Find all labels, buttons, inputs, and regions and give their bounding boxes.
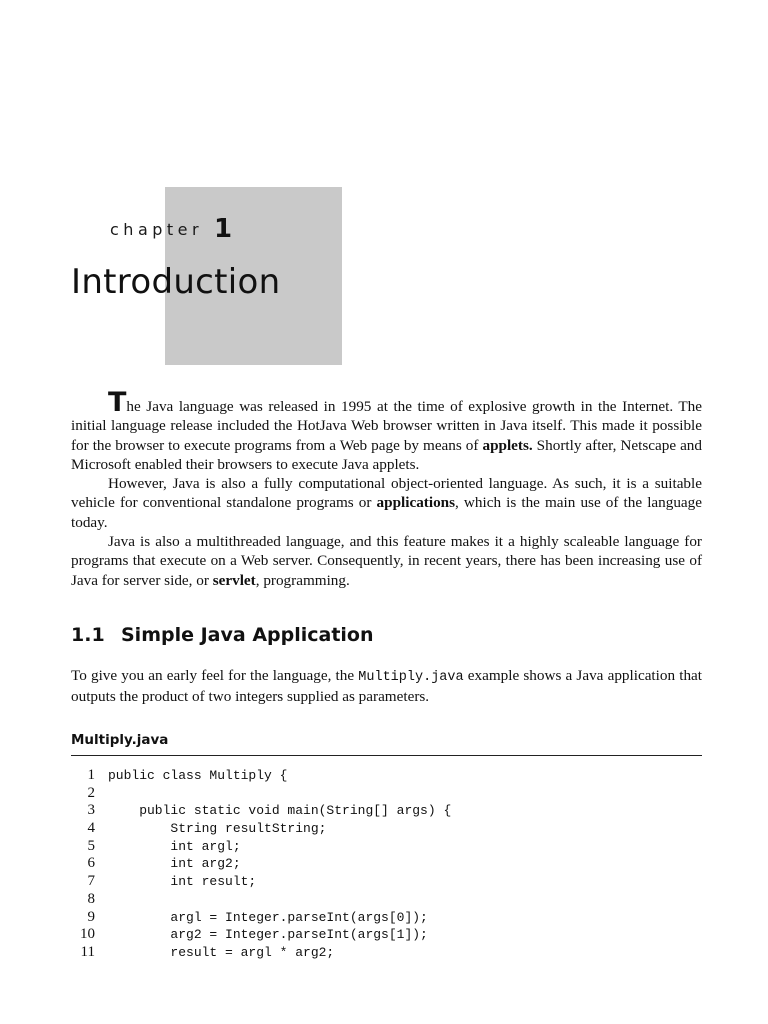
line-number: 1 [87, 767, 95, 783]
line-number: 11 [80, 943, 95, 960]
code-text: int arg2; [108, 856, 241, 872]
line-number: 5 [87, 837, 95, 854]
section-text [71, 666, 702, 707]
inline-code-filename: Multiply.java [358, 670, 464, 685]
section-text-b: example shows a Java application that outputs the product of two integers supplied as parameters. [71, 667, 702, 706]
code-line [71, 785, 702, 803]
code-text: public class Multiply { [108, 768, 288, 783]
line-number: 3 [87, 802, 95, 819]
code-line [71, 802, 702, 820]
intro-p3-text-a: Java is also a multithreaded language, and this feature makes it a highly scaleable language for programs that execute on a Web server. Consequently, in recent years, there has been increasing use of Java for server side, or [71, 533, 702, 589]
intro-text [71, 387, 703, 590]
section-number: 1.1 [71, 624, 105, 646]
intro-p1-text-a: he Java language was released in 1995 at the time of explosive growth in the Internet. The initial language release included the HotJava Web browser written in Java itself. This made it possible for the browser to execute programs from a Web page by means of [71, 398, 702, 454]
code-line [71, 820, 702, 838]
code-line [71, 838, 702, 856]
line-number: 7 [87, 873, 95, 890]
line-number: 8 [87, 890, 95, 907]
line-number: 9 [87, 908, 95, 925]
intro-paragraph-1 [71, 387, 702, 474]
code-line [71, 891, 702, 909]
code-text: String resultString; [108, 821, 327, 837]
line-number: 10 [80, 926, 95, 943]
code-text: result = argl * arg2; [108, 944, 335, 960]
section-heading [71, 624, 374, 646]
section-title: Simple Java Application [121, 624, 374, 646]
intro-p2-text-a: However, Java is also a fully computational object-oriented language. As such, it is a suitable vehicle for conventional standalone programs or [71, 475, 702, 512]
chapter-label: chapter [110, 220, 204, 239]
line-number: 4 [87, 820, 95, 837]
term-applets: applets. [482, 436, 533, 454]
chapter-number: 1 [214, 214, 233, 244]
term-servlet: servlet [212, 571, 256, 589]
intro-p3-text-b: , programming. [255, 571, 350, 589]
code-line [71, 926, 702, 944]
code-text: int result; [108, 874, 257, 890]
intro-p1-text-b: Shortly after, Netscape and Microsoft enabled their browsers to execute Java applets. [71, 436, 702, 473]
code-text: public static void main(String[] args) { [108, 803, 452, 819]
section-text-a: To give you an early feel for the language, the [71, 667, 359, 684]
code-text: int argl; [108, 838, 241, 854]
line-number: 2 [87, 784, 95, 801]
section-paragraph [71, 666, 702, 707]
line-number: 6 [87, 855, 95, 872]
intro-paragraph-2 [71, 474, 702, 532]
intro-p2-text-b: , which is the main use of the language today. [71, 494, 703, 531]
term-applications: applications [376, 494, 456, 512]
code-text: arg2 = Integer.parseInt(args[1]); [108, 927, 428, 943]
listing-title: Multiply.java [71, 732, 169, 748]
code-line [71, 909, 702, 927]
code-text: argl = Integer.parseInt(args[0]); [108, 909, 428, 925]
code-line [71, 767, 702, 785]
code-listing [71, 767, 702, 962]
listing-rule [71, 755, 702, 756]
code-line [71, 855, 702, 873]
drop-cap: T [108, 387, 127, 418]
code-line [71, 873, 702, 891]
chapter-title: Introduction [71, 262, 281, 302]
intro-paragraph-3 [71, 532, 702, 590]
code-line [71, 944, 702, 962]
